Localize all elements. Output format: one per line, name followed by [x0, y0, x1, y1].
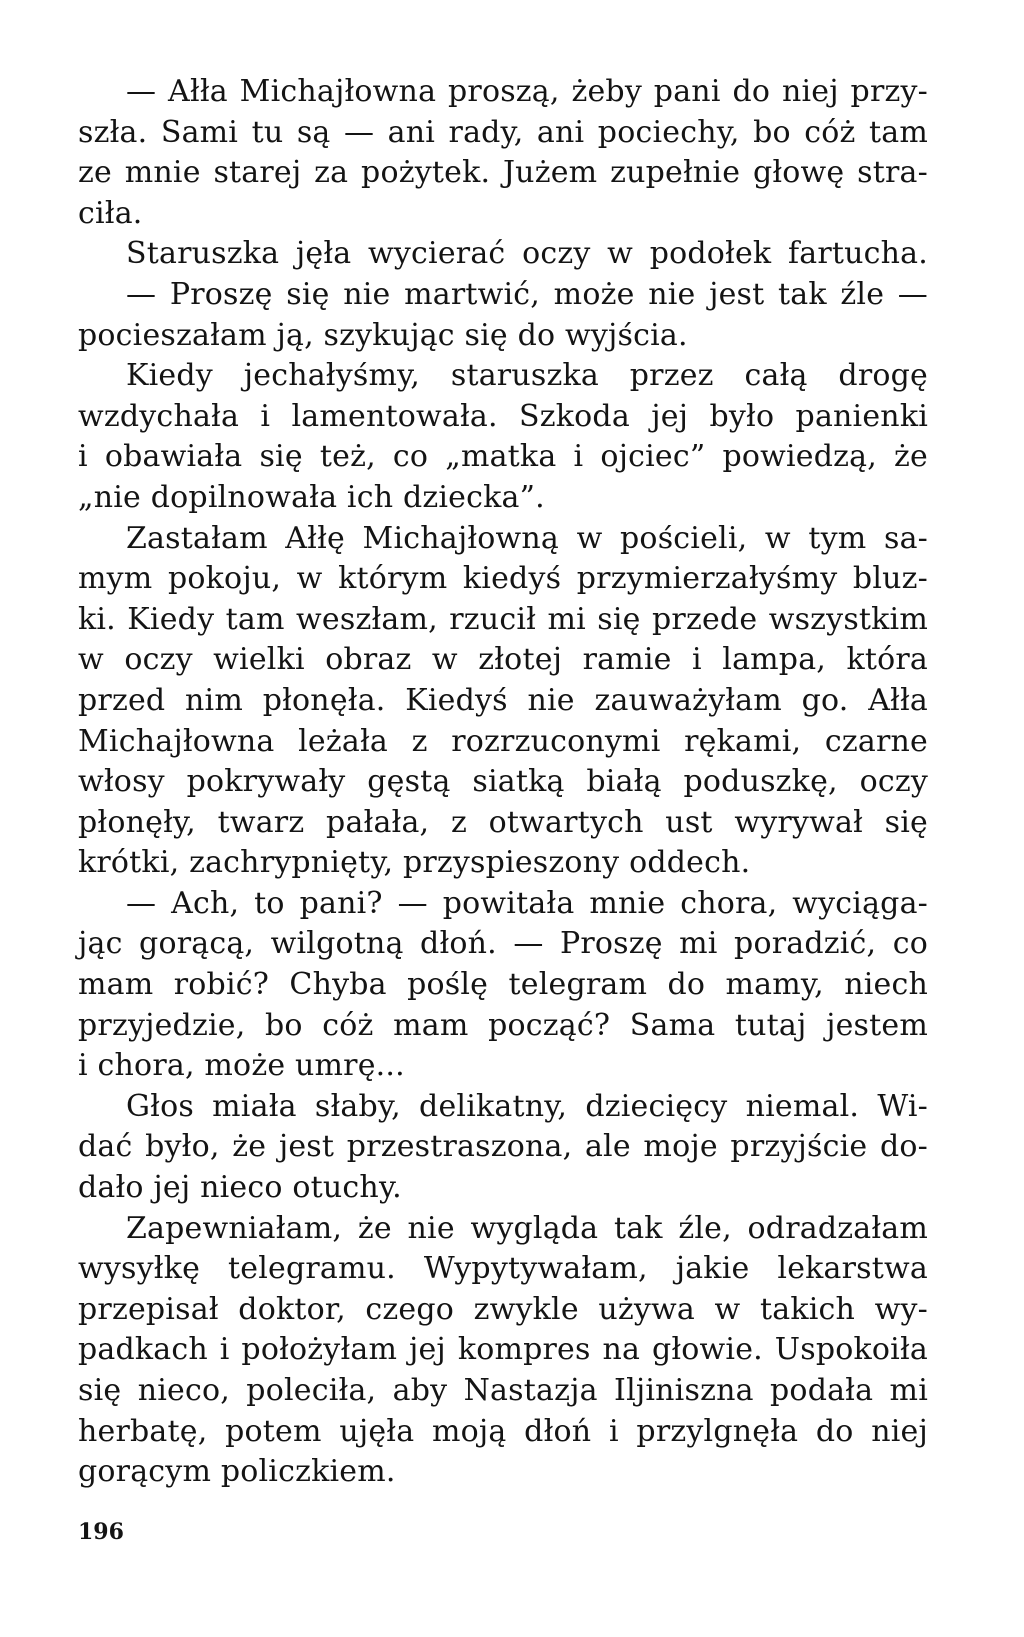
- text-line: Kiedy jechałyśmy, staruszka przez całą drogę: [126, 358, 928, 394]
- text-line: przyjedzie, bo cóż mam począć? Sama tutaj jestem: [78, 1007, 928, 1043]
- text-line: się nieco, poleciła, aby Nastazja Iljiniszna podała mi: [78, 1373, 928, 1408]
- text-line: krótki, zachrypnięty, przyspieszony oddech.: [78, 845, 751, 881]
- text-line: w oczy wielki obraz w złotej ramie i lampa, która: [78, 642, 928, 678]
- text-line: ki. Kiedy tam weszłam, rzucił mi się przede wszystkim: [78, 601, 928, 637]
- text-line: pocieszałam ją, szykując się do wyjścia.: [78, 317, 688, 353]
- page-number: 196: [78, 1519, 124, 1545]
- text-line: dać było, że jest przestraszona, ale moje przyjście do-: [78, 1129, 928, 1165]
- text-line: ze mnie starej za pożytek. Jużem zupełnie głowę stra-: [78, 155, 928, 191]
- text-line: przepisał doktor, czego zwykle używa w takich wy-: [78, 1291, 928, 1327]
- text-line: jąc gorącą, wilgotną dłoń. — Proszę mi poradzić, co: [78, 926, 928, 962]
- text-line: i chora, może umrę...: [78, 1048, 405, 1084]
- text-line: włosy pokrywały gęstą siatką białą poduszkę, oczy: [78, 764, 928, 800]
- text-line: — Proszę się nie martwić, może nie jest tak źle —: [126, 276, 928, 312]
- text-line: Głos miała słaby, delikatny, dziecięcy niemal. Wi-: [126, 1088, 928, 1124]
- text-line: Zapewniałam, że nie wygląda tak źle, odradzałam: [126, 1210, 928, 1246]
- text-line: „nie dopilnowała ich dziecka”.: [78, 479, 545, 515]
- text-line: gorącym policzkiem.: [78, 1454, 396, 1490]
- text-line: — Ałła Michajłowna proszą, żeby pani do niej przy-: [126, 74, 928, 109]
- text-line: herbatę, potem ujęła moją dłoń i przylgnęła do niej: [78, 1413, 928, 1449]
- text-line: szła. Sami tu są — ani rady, ani pociechy, bo cóż tam: [78, 114, 928, 150]
- text-line: mam robić? Chyba poślę telegram do mamy, niech: [78, 967, 928, 1003]
- text-line: Zastałam Ałłę Michajłowną w pościeli, w tym sa-: [126, 520, 928, 556]
- text-line: Michajłowna leżała z rozrzuconymi rękami, czarne: [78, 723, 928, 759]
- body-text: [78, 72, 928, 1493]
- text-line: mym pokoju, w którym kiedyś przymierzałyśmy bluz-: [78, 561, 928, 597]
- text-line: przed nim płonęła. Kiedyś nie zauważyłam go. Ałła: [78, 682, 928, 718]
- text-line: ciła.: [78, 195, 143, 231]
- text-line: wzdychała i lamentowała. Szkoda jej było panienki: [78, 398, 928, 434]
- text-line: Staruszka jęła wycierać oczy w podołek fartucha.: [126, 236, 928, 272]
- text-line: dało jej nieco otuchy.: [78, 1170, 402, 1206]
- text-line: padkach i położyłam jej kompres na głowie. Uspokoiła: [78, 1332, 928, 1368]
- text-line: i obawiała się też, co „matka i ojciec” powiedzą, że: [78, 439, 928, 475]
- text-line: — Ach, to pani? — powitała mnie chora, wyciąga-: [126, 885, 928, 921]
- text-line: wysyłkę telegramu. Wypytywałam, jakie lekarstwa: [78, 1251, 928, 1287]
- text-line: płonęły, twarz pałała, z otwartych ust wyrywał się: [78, 804, 928, 840]
